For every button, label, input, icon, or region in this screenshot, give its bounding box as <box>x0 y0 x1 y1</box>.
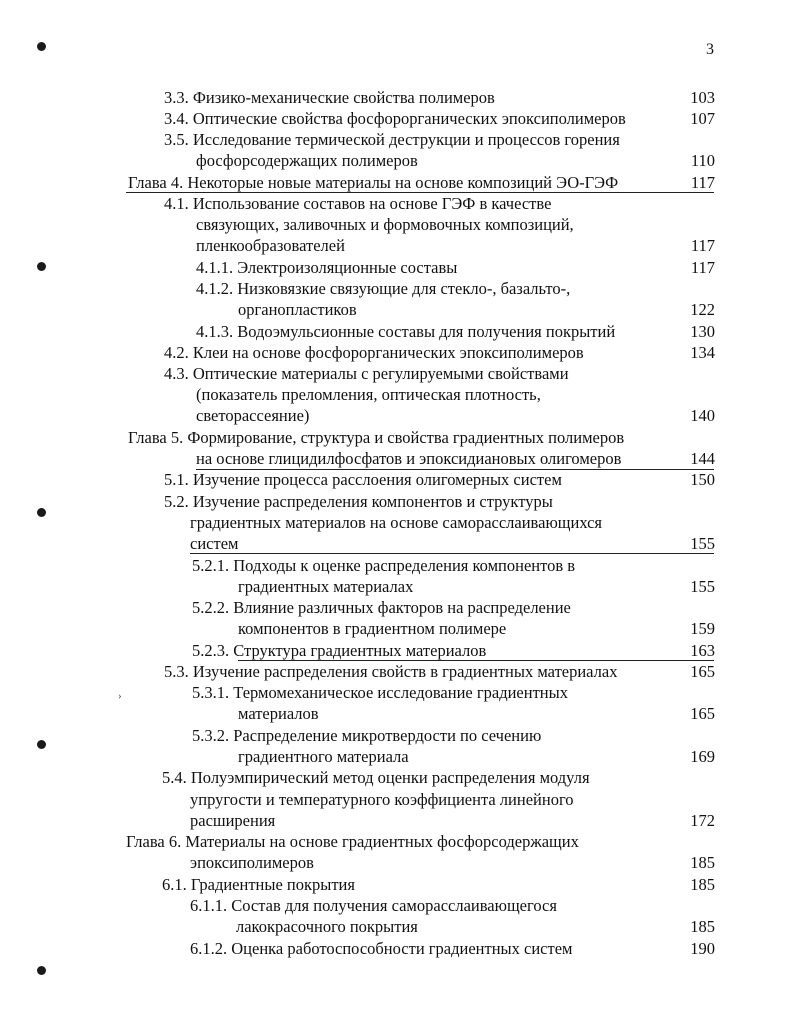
toc-page-number: 103 <box>690 88 715 107</box>
toc-page-number: 155 <box>690 534 715 553</box>
toc-line: фосфорсодержащих полимеров 110 <box>196 151 715 170</box>
toc-page-number: 155 <box>690 577 715 596</box>
toc-line: материалов 165 <box>238 704 715 723</box>
toc-page-number: 172 <box>690 811 715 830</box>
toc-line: компонентов в градиентном полимере 159 <box>238 619 715 638</box>
toc-line: (показатель преломления, оптическая плотность, <box>196 385 541 404</box>
underline-rule <box>196 469 714 470</box>
toc-line: Глава 5. Формирование, структура и свойства градиентных полимеров <box>128 428 625 447</box>
toc-page-number: 185 <box>690 917 715 936</box>
toc-page-number: 159 <box>690 619 715 638</box>
toc-line: 4.1.3. Водоэмульсионные составы для получения покрытий 130 <box>196 322 715 341</box>
toc-page-number: 117 <box>690 258 715 277</box>
toc-line: эпоксиполимеров 185 <box>190 853 715 872</box>
toc-page-number: 122 <box>690 300 715 319</box>
toc-line: Глава 6. Материалы на основе градиентных фосфорсодержащих <box>126 832 579 851</box>
toc-line: связующих, заливочных и формовочных композиций, <box>196 215 574 234</box>
underline-rule <box>126 192 714 193</box>
toc-line: расширения 172 <box>190 811 715 830</box>
toc-line: 3.5. Исследование термической деструкции и процессов горения <box>164 130 620 149</box>
toc-line: пленкообразователей 117 <box>196 236 715 255</box>
toc-line: 5.1. Изучение процесса расслоения олигомерных систем 150 <box>164 470 715 489</box>
toc-line: 5.2. Изучение распределения компонентов и структуры <box>164 492 553 511</box>
toc-page-number: 185 <box>690 853 715 872</box>
binding-hole-mark <box>37 508 46 517</box>
toc-line: на основе глицидилфосфатов и эпоксидиановых олигомеров 144 <box>196 449 715 468</box>
toc-page-number: 163 <box>690 641 715 660</box>
binding-hole-mark <box>37 740 46 749</box>
toc-page-number: 110 <box>690 151 715 170</box>
toc-page-number: 144 <box>690 449 715 468</box>
toc-page-number: 165 <box>690 704 715 723</box>
toc-line: систем 155 <box>190 534 715 553</box>
underline-rule <box>190 553 714 554</box>
toc-page-number: 117 <box>690 173 715 192</box>
toc-line: 4.3. Оптические материалы с регулируемыми свойствами <box>164 364 569 383</box>
toc-line: 3.3. Физико-механические свойства полимеров 103 <box>164 88 715 107</box>
scan-tick-mark: › <box>118 690 122 702</box>
toc-line: градиентных материалах 155 <box>238 577 715 596</box>
toc-line: 6.1.2. Оценка работоспособности градиентных систем 190 <box>190 939 715 958</box>
toc-line: 4.1. Использование составов на основе ГЭФ в качестве <box>164 194 552 213</box>
toc-line: упругости и температурного коэффициента линейного <box>190 790 574 809</box>
toc-line: градиентных материалов на основе саморасслаивающихся <box>190 513 603 532</box>
toc-line: градиентного материала 169 <box>238 747 715 766</box>
toc-page-number: 130 <box>690 322 715 341</box>
binding-hole-mark <box>37 262 46 271</box>
toc-line: 4.2. Клеи на основе фосфорорганических эпоксиполимеров 134 <box>164 343 715 362</box>
toc-line: 5.2.3. Структура градиентных материалов 163 <box>192 641 715 660</box>
binding-hole-mark <box>37 42 46 51</box>
toc-page-number: 134 <box>690 343 715 362</box>
toc-line: 5.3.2. Распределение микротвердости по сечению <box>192 726 542 745</box>
binding-hole-mark <box>37 966 46 975</box>
toc-line: 4.1.1. Электроизоляционные составы 117 <box>196 258 715 277</box>
toc-page-number: 190 <box>690 939 715 958</box>
toc-line: 6.1. Градиентные покрытия 185 <box>162 875 715 894</box>
toc-line: 5.3. Изучение распределения свойств в градиентных материалах 165 <box>164 662 715 681</box>
toc-page-number: 165 <box>690 662 715 681</box>
toc-line: 5.2.1. Подходы к оценке распределения компонентов в <box>192 556 576 575</box>
toc-line: 5.3.1. Термомеханическое исследование градиентных <box>192 683 568 702</box>
toc-line: 3.4. Оптические свойства фосфорорганических эпоксиполимеров 107 <box>164 109 715 128</box>
toc-line: органопластиков 122 <box>238 300 715 319</box>
toc-page-number: 185 <box>690 875 715 894</box>
toc-line: лакокрасочного покрытия 185 <box>236 917 715 936</box>
toc-page-number: 107 <box>690 109 715 128</box>
page-number: 3 <box>706 41 714 58</box>
toc-page-number: 150 <box>690 470 715 489</box>
toc-line: 4.1.2. Низковязкие связующие для стекло-, базальто-, <box>196 279 571 298</box>
toc-page-number: 117 <box>690 236 715 255</box>
toc-line: Глава 4. Некоторые новые материалы на основе композиций ЭО-ГЭФ 117 <box>128 173 715 192</box>
toc-line: 5.4. Полуэмпирический метод оценки распределения модуля <box>162 768 590 787</box>
toc-page-number: 169 <box>690 747 715 766</box>
toc-line: 5.2.2. Влияние различных факторов на распределение <box>192 598 571 617</box>
toc-page-number: 140 <box>690 406 715 425</box>
toc-line: светорассеяние) 140 <box>196 406 715 425</box>
toc-line: 6.1.1. Состав для получения саморасслаивающегося <box>190 896 557 915</box>
underline-rule <box>238 660 714 661</box>
